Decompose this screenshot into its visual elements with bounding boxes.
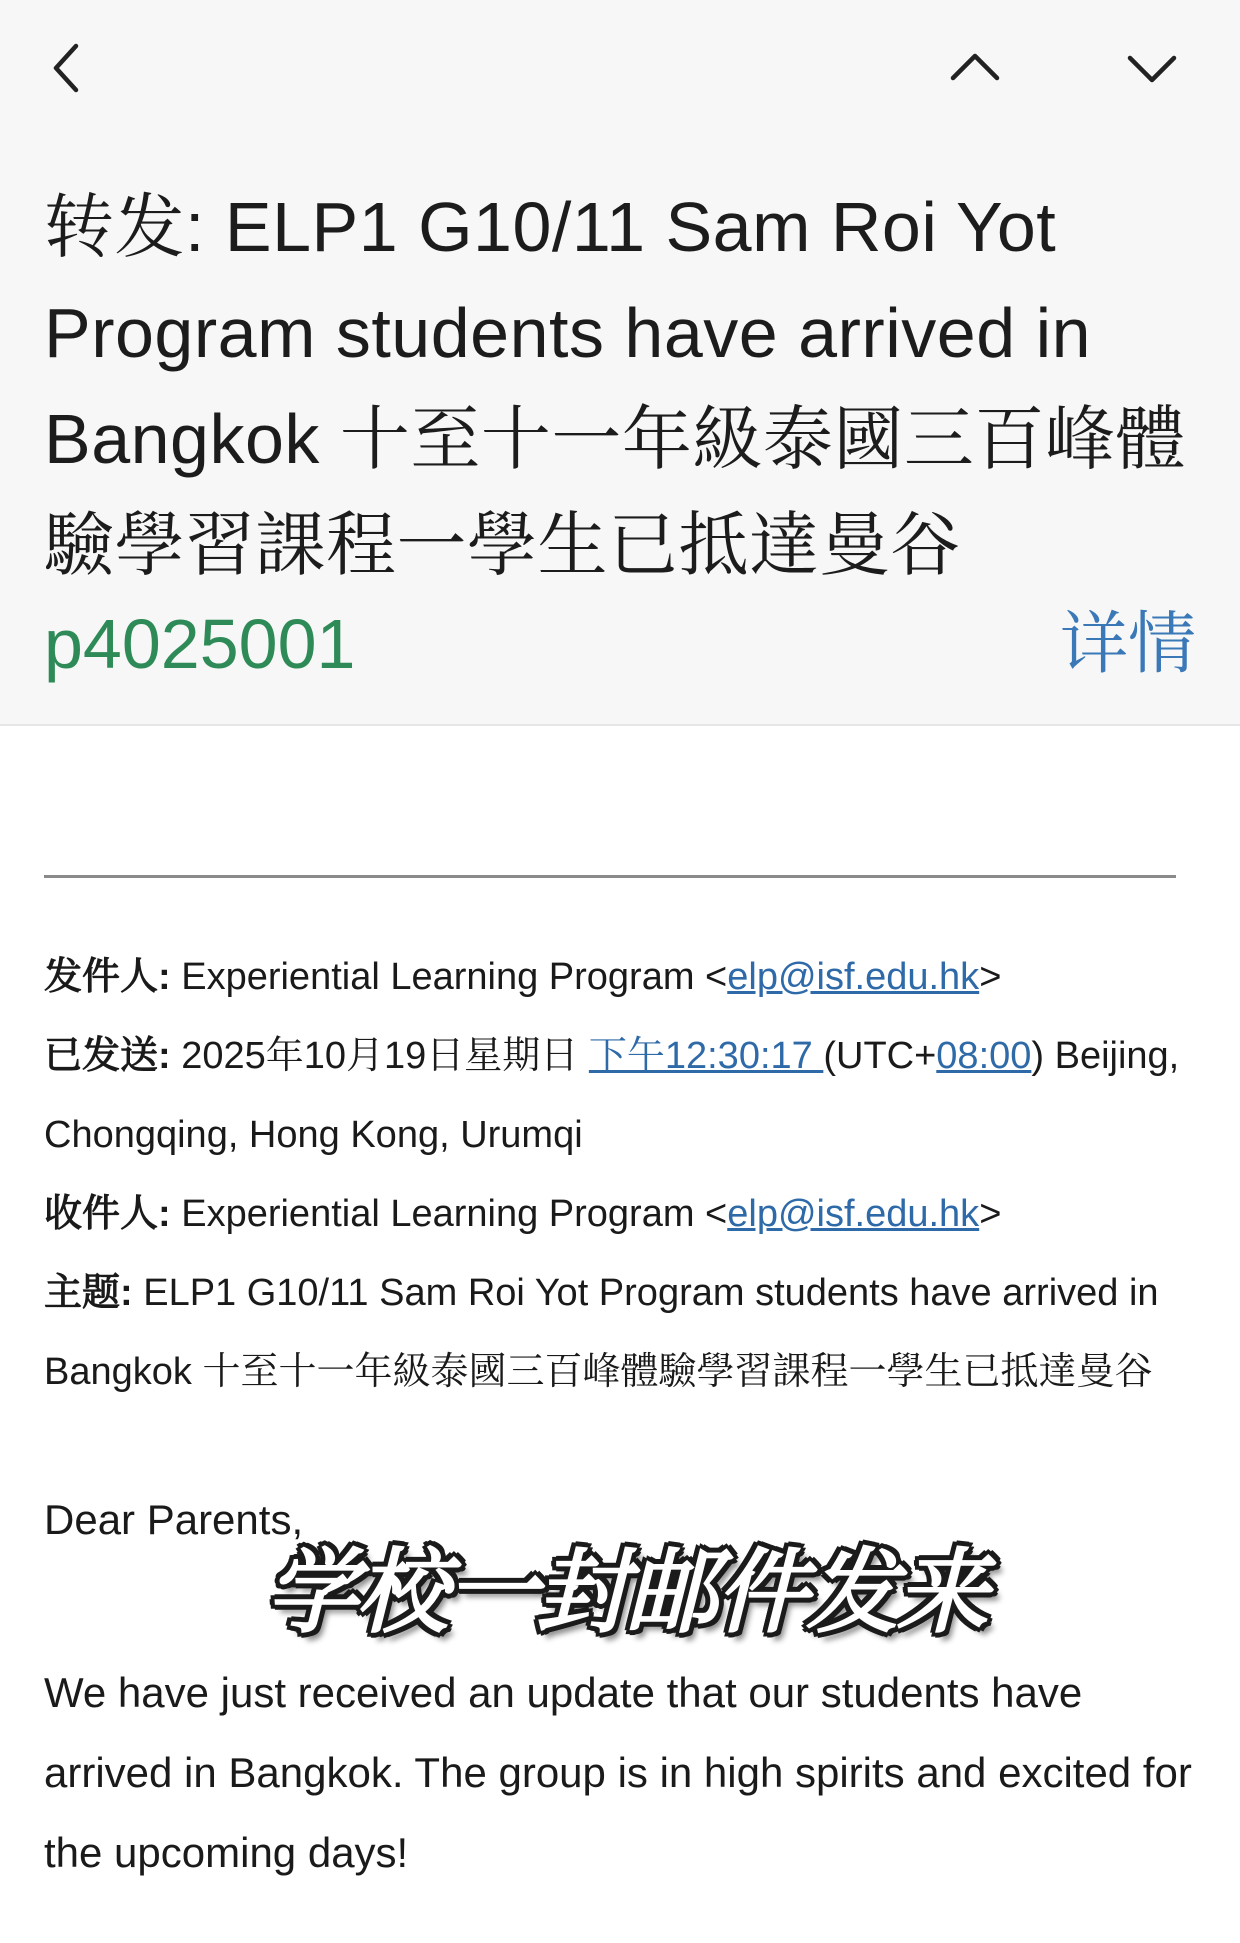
email-header: [0, 134, 1240, 726]
email-subject-title: 转发: ELP1 G10/11 Sam Roi Yot Program students have arrived in Bangkok 十至十一年級泰國三百峰體驗學習課程一學生已抵達曼谷: [44, 188, 1186, 584]
meta-to-close: >: [979, 1193, 1002, 1235]
meta-subject-value: ELP1 G10/11 Sam Roi Yot Program students have arrived in Bangkok 十至十一年級泰國三百峰體驗學習課程一學生已抵達曼谷: [44, 1272, 1159, 1393]
meta-to-row: [44, 1175, 1204, 1254]
meta-sent-row: [44, 1017, 1204, 1175]
email-paragraph: We have just received an update that our students have arrived in Bangkok. The group is in high spirits and excited for the upcoming days!: [44, 1669, 1192, 1876]
meta-sent-time-link[interactable]: 下午12:30:17: [588, 1035, 824, 1077]
top-navigation-bar: [0, 0, 1240, 134]
sender-id[interactable]: p4025001: [44, 605, 356, 683]
back-button[interactable]: [28, 28, 108, 108]
meta-sent-tz-open: (UTC+: [823, 1035, 937, 1077]
previous-email-button[interactable]: [935, 28, 1015, 108]
meta-sent-tz-rest: ) Beijing, Chongqing, Hong Kong, Urumqi: [44, 1035, 1180, 1156]
video-caption-overlay: 学校一封邮件发来: [266, 1542, 987, 1644]
meta-subject-row: [44, 1254, 1204, 1412]
meta-from-label: 发件人:: [44, 956, 171, 998]
meta-from-row: [44, 938, 1204, 1017]
forwarded-message-metadata: [44, 938, 1204, 1412]
meta-from-name: Experiential Learning Program <: [181, 956, 728, 998]
meta-subject-label: 主题:: [44, 1272, 133, 1314]
meta-to-email-link[interactable]: elp@isf.edu.hk: [727, 1193, 980, 1235]
chevron-left-icon: [40, 40, 96, 96]
meta-sent-tz-offset-link[interactable]: 08:00: [936, 1035, 1032, 1077]
next-email-button[interactable]: [1112, 28, 1192, 108]
meta-from-close: >: [979, 956, 1002, 998]
meta-from-email-link[interactable]: elp@isf.edu.hk: [727, 956, 980, 998]
email-greeting: Dear Parents,: [44, 1496, 304, 1543]
forward-divider: [44, 875, 1176, 878]
meta-sent-date: 2025年10月19日星期日: [181, 1035, 589, 1077]
meta-to-name: Experiential Learning Program <: [181, 1193, 728, 1235]
meta-sent-label: 已发送:: [44, 1035, 171, 1077]
meta-to-label: 收件人:: [44, 1193, 171, 1235]
details-link[interactable]: 详情: [1059, 606, 1196, 682]
chevron-down-icon: [1124, 40, 1180, 96]
chevron-up-icon: [947, 40, 1003, 96]
